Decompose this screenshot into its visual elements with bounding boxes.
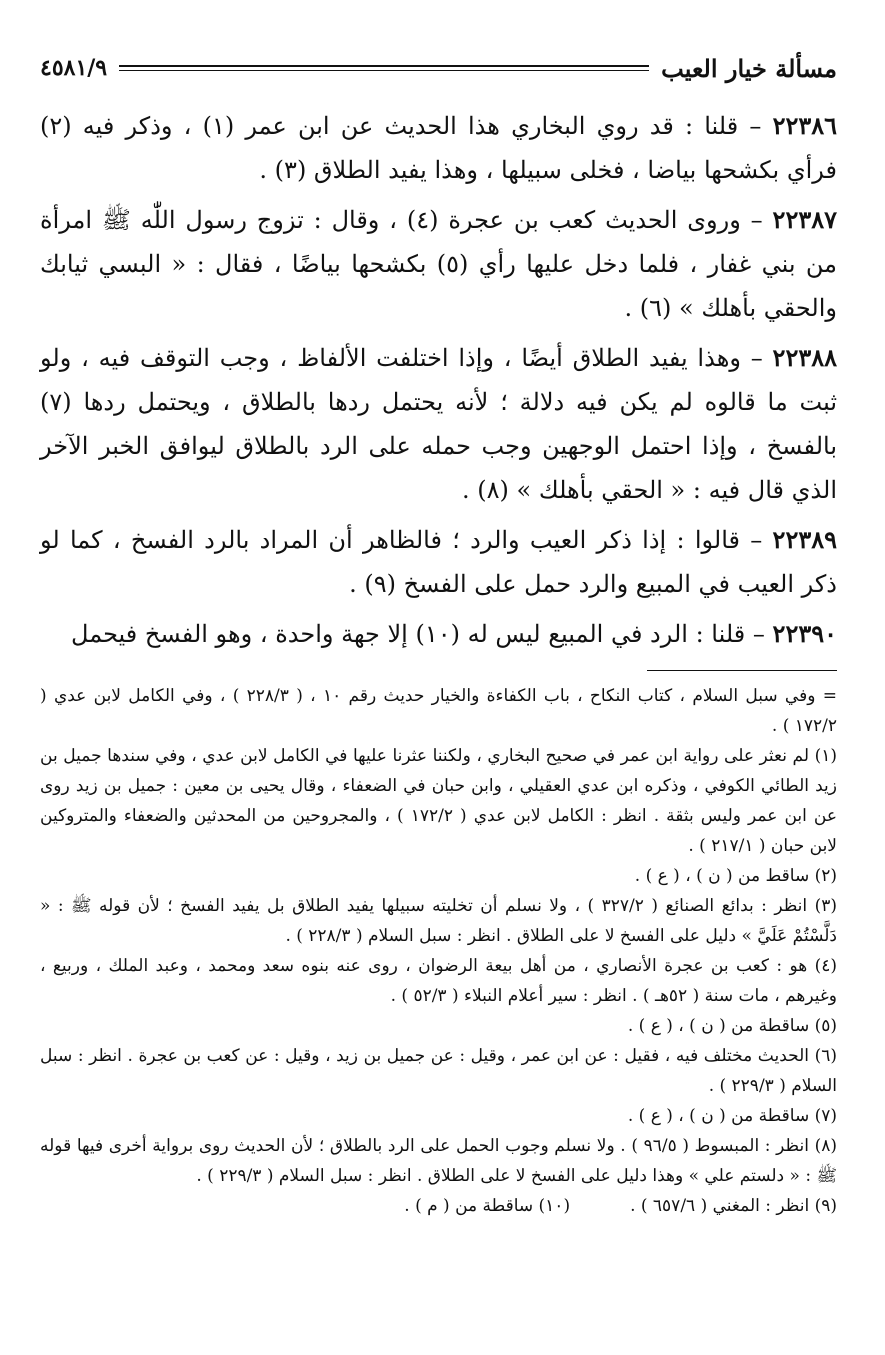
paragraph-text: – وروى الحديث كعب بن عجرة (٤) ، وقال : تزوج رسول اللّٰه ﷺ امرأة من بني غفار ، فلما دخل عليها رأي (٥) بكشحها بياضًا ، فقال : « البسي ثيابك والحقي بأهلك » (٦) . (40, 206, 837, 322)
main-text (40, 104, 837, 656)
paragraph-number: ٢٢٣٨٩ (772, 525, 837, 554)
footnote: (٧) ساقطة من ( ن ) ، ( ع ) . (627, 1106, 837, 1126)
footnotes (40, 681, 837, 1221)
paragraph-text: – قالوا : إذا ذكر العيب والرد ؛ فالظاهر أن المراد بالرد الفسخ ، كما لو ذكر العيب في المبيع والرد حمل على الفسخ (٩) . (40, 526, 837, 598)
page-number: ٤٥٨١/٩ (40, 55, 108, 81)
footnote: (٥) ساقطة من ( ن ) ، ( ع ) . (627, 1016, 837, 1036)
footnote-row (40, 1191, 837, 1221)
paragraph-text: – قلنا : قد روي البخاري هذا الحديث عن ابن عمر (١) ، وذكر فيه (٢) فرأي بكشحها بياضا ، فخلى سبيلها ، وهذا يفيد الطلاق (٣) . (40, 112, 837, 184)
footnote-separator (647, 670, 837, 671)
paragraph-number: ٢٢٣٨٧ (772, 205, 837, 234)
paragraph (40, 104, 837, 192)
footnote: (١) لم نعثر على رواية ابن عمر في صحيح البخاري ، ولكننا عثرنا عليها في الكامل لابن عدي ، وفي سندها جميل بن زيد الطائي الكوفي ، وذكره ابن عدي العقيلي ، وابن حبان في الضعفاء ، وقال يحيى بن معين : جميل بن زيد روى عن ابن عمر وليس بثقة . انظر : الكامل لابن عدي ( ١٧٢/٢ ) ، والمجروحين من المحدثين والضعفاء والمتروكين لابن حبان ( ٢١٧/١ ) . (40, 746, 838, 856)
paragraph (40, 336, 837, 512)
paragraph-number: ٢٢٣٨٦ (772, 111, 838, 140)
header-rule (119, 65, 649, 71)
paragraph (40, 518, 837, 606)
paragraph-text: – قلنا : الرد في المبيع ليس له (١٠) إلا جهة واحدة ، وهو الفسخ فيحمل (71, 620, 773, 648)
footnote: (٤) هو : كعب بن عجرة الأنصاري ، من أهل بيعة الرضوان ، روى عنه بنوه سعد ومحمد ، وعبد الملك ، وربيع ، وغيرهم ، مات سنة ( ٥٢هـ ) . انظر : سير أعلام النبلاء ( ٥٢/٣ ) . (40, 956, 837, 1006)
book-page (40, 48, 837, 1221)
footnote: (٦) الحديث مختلف فيه ، فقيل : عن ابن عمر ، وقيل : عن جميل بن زيد ، وقيل : عن كعب بن عجرة . انظر : سبل السلام ( ٢٢٩/٣ ) . (40, 1046, 837, 1096)
footnote: (١٠) ساقطة من ( م ) . (404, 1196, 571, 1216)
footnote: = وفي سبل السلام ، كتاب النكاح ، باب الكفاءة والخيار حديث رقم ١٠ ، ( ٢٢٨/٣ ) ، وفي الكامل لابن عدي ( ١٧٢/٢ ) . (40, 686, 837, 736)
footnote: (٢) ساقط من ( ن ) ، ( ع ) . (634, 866, 837, 886)
paragraph (40, 198, 837, 330)
footnote: (٣) انظر : بدائع الصنائع ( ٣٢٧/٢ ) ، ولا نسلم أن تخليته سبيلها يفيد الطلاق بل يفيد الفسخ ؛ لأن قوله ﷺ : « دَلَّسْتُمْ عَلَيَّ » دليل على الفسخ لا على الطلاق . انظر : سبل السلام ( ٢٢٨/٣ ) . (40, 896, 837, 946)
footnote: (٩) انظر : المغني ( ٦٥٧/٦ ) . (630, 1196, 837, 1216)
chapter-title: مسألة خيار العيب (661, 53, 837, 83)
footnote: (٨) انظر : المبسوط ( ٩٦/٥ ) . ولا نسلم وجوب الحمل على الرد بالطلاق ؛ لأن الحديث روى برواية أخرى فيها قوله ﷺ : « دلستم علي » وهذا دليل على الفسخ لا على الطلاق . انظر : سبل السلام ( ٢٢٩/٣ ) . (40, 1136, 837, 1186)
paragraph-text: – وهذا يفيد الطلاق أيضًا ، وإذا اختلفت الألفاظ ، وجب التوقف فيه ، ولو ثبت ما قالوه لم يكن فيه دلالة ؛ لأنه يحتمل ردها بالطلاق ، ويحتمل ردها (٧) بالفسخ ، وإذا احتمل الوجهين وجب حمله على الرد بالطلاق ليوافق الخبر الآخر الذي قال فيه : « الحقي بأهلك » (٨) . (40, 344, 838, 504)
running-header (40, 48, 837, 88)
paragraph (40, 612, 837, 656)
paragraph-number: ٢٢٣٩٠ (772, 619, 837, 648)
paragraph-number: ٢٢٣٨٨ (772, 343, 837, 372)
